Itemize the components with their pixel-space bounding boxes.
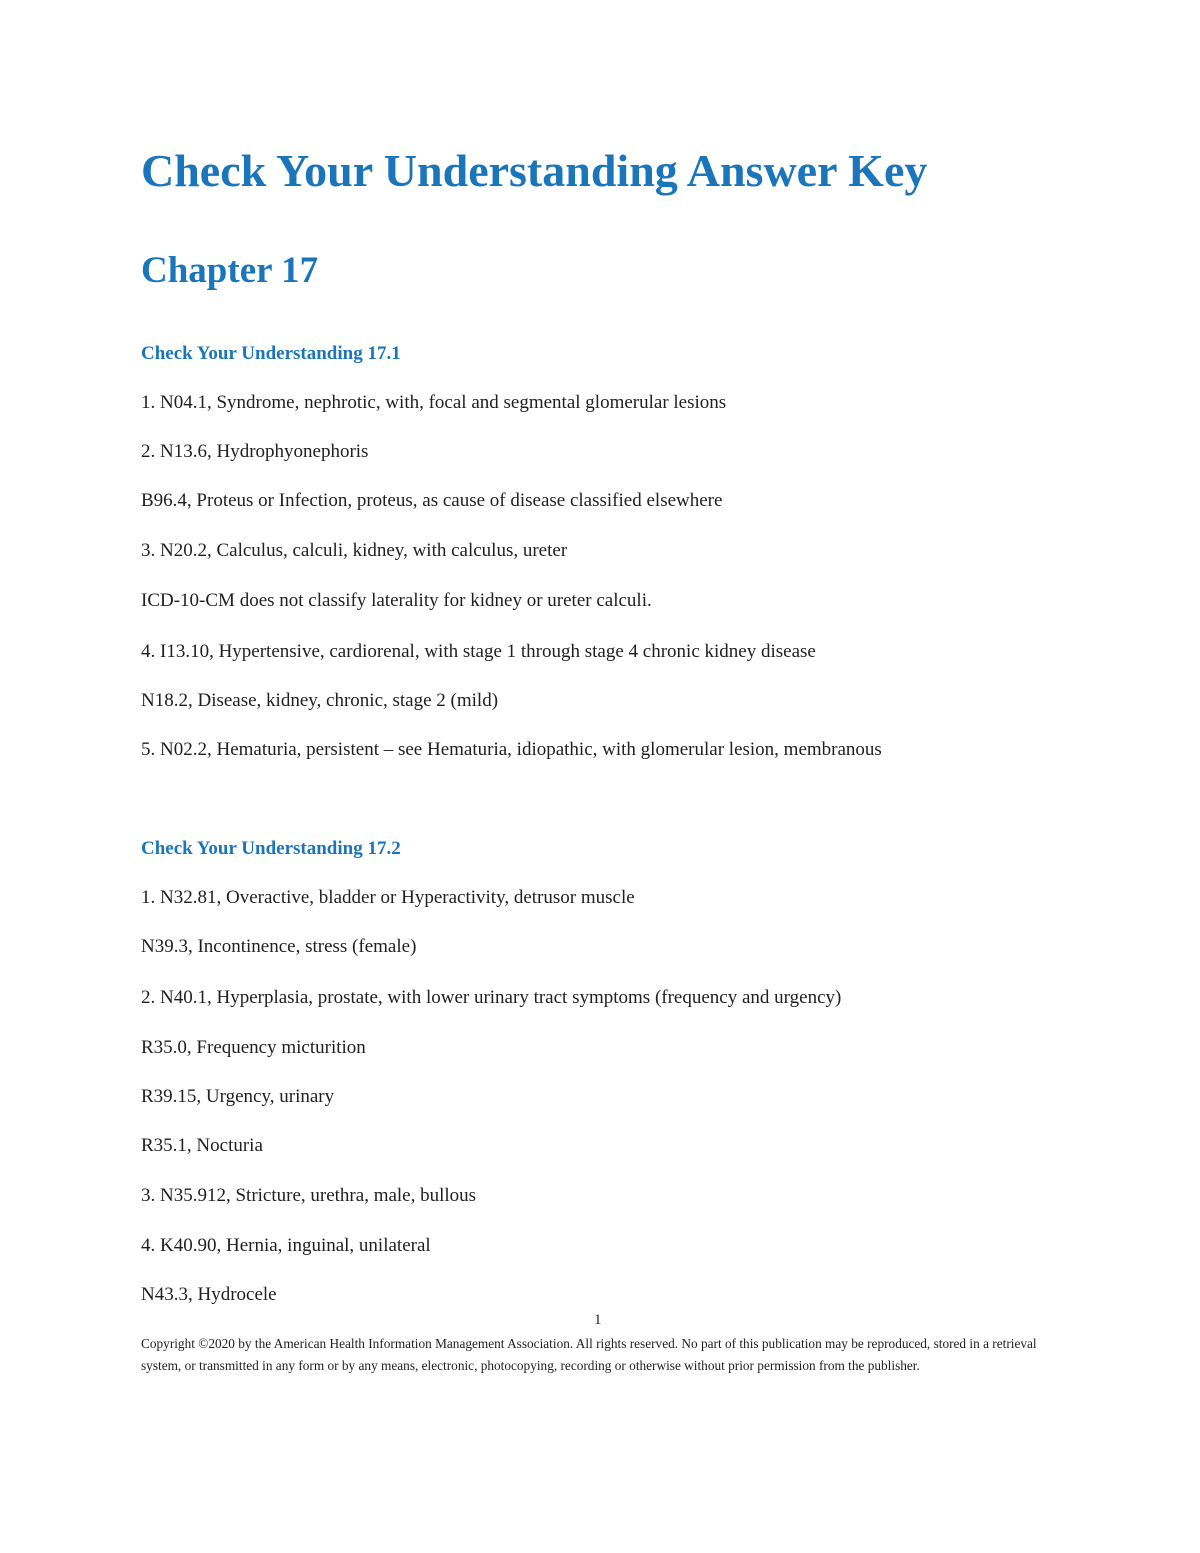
answer-line: ICD-10-CM does not classify laterality for kidney or ureter calculi.: [141, 590, 652, 611]
answer-line: 1. N04.1, Syndrome, nephrotic, with, focal and segmental glomerular lesions: [141, 392, 727, 413]
answer-line: R35.1, Nocturia: [141, 1135, 263, 1156]
answer-line: B96.4, Proteus or Infection, proteus, as cause of disease classified elsewhere: [141, 490, 723, 511]
answer-line: 5. N02.2, Hematuria, persistent – see Hematuria, idiopathic, with glomerular lesion, membranous: [141, 739, 882, 760]
answer-line: N39.3, Incontinence, stress (female): [141, 936, 417, 957]
document-title: Check Your Understanding Answer Key: [141, 145, 928, 196]
answer-line: R39.15, Urgency, urinary: [141, 1086, 335, 1107]
answer-line: 3. N20.2, Calculus, calculi, kidney, with calculus, ureter: [141, 540, 568, 561]
section-heading-17-1: Check Your Understanding 17.1: [141, 343, 401, 364]
answer-line: 4. K40.90, Hernia, inguinal, unilateral: [141, 1235, 431, 1256]
answer-line: 3. N35.912, Stricture, urethra, male, bullous: [141, 1185, 477, 1206]
chapter-title: Chapter 17: [141, 250, 319, 291]
answer-line: 1. N32.81, Overactive, bladder or Hyperactivity, detrusor muscle: [141, 887, 635, 908]
answer-line: 2. N13.6, Hydrophyonephoris: [141, 441, 369, 462]
answer-line: 2. N40.1, Hyperplasia, prostate, with lower urinary tract symptoms (frequency and urgency): [141, 987, 842, 1008]
copyright-notice: Copyright ©2020 by the American Health Information Management Association. All rights reserved. No part of this publication may be reproduced, stored in a retrieval system, or transmitted in any form or by any means, electronic, photocopying, recording or otherwise without prior permission from the publisher.: [141, 1336, 1037, 1373]
answer-line: 4. I13.10, Hypertensive, cardiorenal, with stage 1 through stage 4 chronic kidney disease: [141, 641, 816, 662]
section-heading-17-2: Check Your Understanding 17.2: [141, 838, 401, 859]
page-number: 1: [594, 1312, 602, 1328]
answer-line: N43.3, Hydrocele: [141, 1284, 277, 1305]
answer-line: N18.2, Disease, kidney, chronic, stage 2 (mild): [141, 690, 499, 711]
answer-line: R35.0, Frequency micturition: [141, 1037, 366, 1058]
